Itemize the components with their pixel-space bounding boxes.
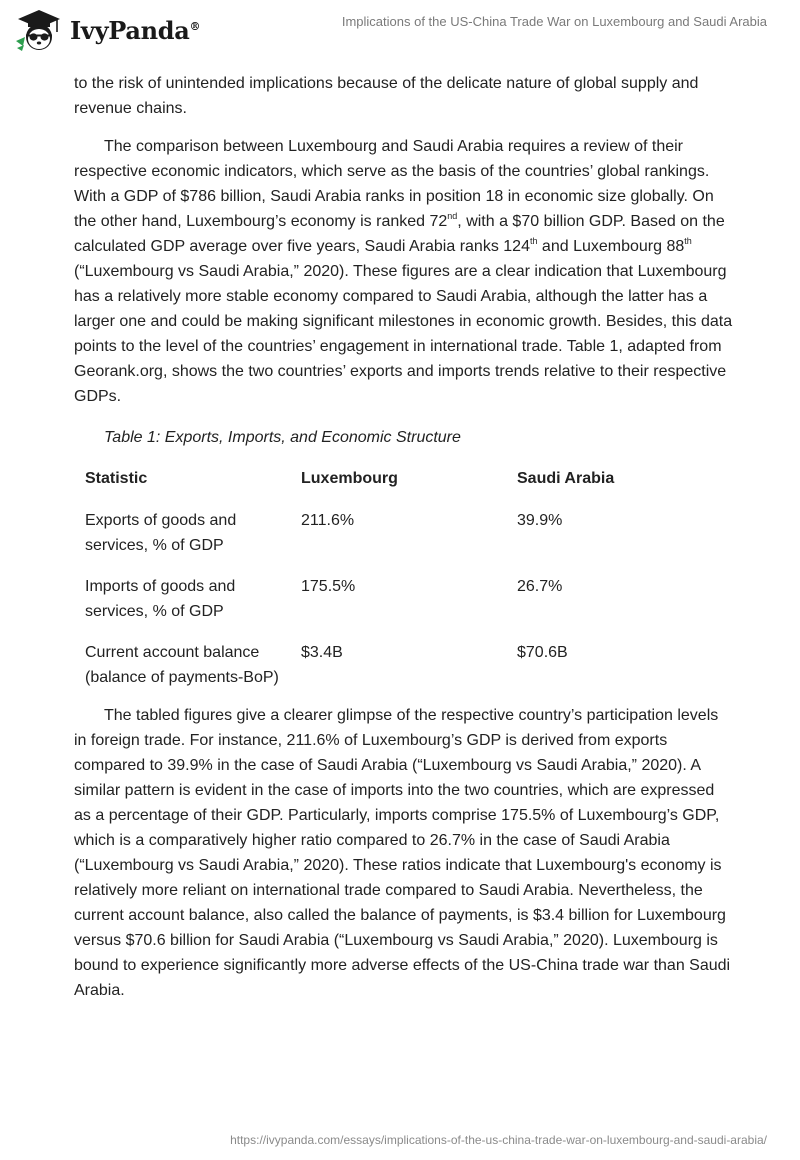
table-row: [74, 508, 734, 574]
source-url[interactable]: https://ivypanda.com/essays/implications-of-the-us-china-trade-war-on-luxembourg-and-saudi-arabia/: [230, 1133, 767, 1147]
cell-statistic: Imports of goods and services, % of GDP: [85, 578, 236, 620]
header-luxembourg: Luxembourg: [301, 470, 398, 487]
brand-name: IvyPanda®: [70, 15, 201, 45]
cell-statistic: Current account balance (balance of payments-BoP): [85, 644, 279, 686]
cell-statistic: Exports of goods and services, % of GDP: [85, 512, 237, 554]
table-row: [74, 574, 734, 640]
header-saudi-arabia: Saudi Arabia: [517, 470, 615, 487]
cell-saudi-arabia: $70.6B: [517, 644, 568, 661]
paragraph-comparison: The comparison between Luxembourg and Saudi Arabia requires a review of their respective economic indicators, which serve as the basis of the countries’ global rankings. With a GDP of $786 billion, Saudi Arabia ranks in position 18 in economic size globally. On the other hand, Luxembourg’s economy is ranked 72nd, with a $70 billion GDP. Based on the calculated GDP average over five years, Saudi Arabia ranks 124th and Luxembourg 88th (“Luxembourg vs Saudi Arabia,” 2020). These figures are a clear indication that Luxembourg has a relatively more stable economy compared to Saudi Arabia, although the latter has a larger one and could be making significant milestones in economic growth. Besides, this data points to the level of the countries’ engagement in international trade. Table 1, adapted from Georank.org, shows the two countries’ exports and imports trends relative to their respective GDPs.: [74, 138, 733, 405]
table-row: [74, 640, 734, 706]
cell-luxembourg: 175.5%: [301, 578, 356, 595]
cell-luxembourg: $3.4B: [301, 644, 343, 661]
brand-logo[interactable]: [14, 8, 200, 52]
essay-body: [74, 71, 734, 1003]
economic-structure-table: [74, 466, 734, 706]
cell-saudi-arabia: 26.7%: [517, 578, 563, 595]
table-header-row: [74, 466, 734, 508]
document-title: Implications of the US-China Trade War on Luxembourg and Saudi Arabia: [341, 14, 767, 29]
cell-saudi-arabia: 39.9%: [517, 512, 563, 529]
panda-graduate-icon: [14, 8, 64, 52]
header-statistic: Statistic: [85, 470, 148, 487]
cell-luxembourg: 211.6%: [301, 512, 355, 529]
page-header: [0, 0, 800, 60]
paragraph-analysis: The tabled figures give a clearer glimpse of the respective country’s participation levels in foreign trade. For instance, 211.6% of Luxembourg’s GDP is derived from exports compared to 39.9% in the case of Saudi Arabia (“Luxembourg vs Saudi Arabia,” 2020). A similar pattern is evident in the case of imports into the two countries, which are expressed as a percentage of their GDP. Particularly, imports comprise 175.5% of Luxembourg’s GDP, which is a comparatively higher ratio compared to 26.7% in the case of Saudi Arabia (“Luxembourg vs Saudi Arabia,” 2020). These ratios indicate that Luxembourg's economy is relatively more reliant on international trade compared to Saudi Arabia. Nevertheless, the current account balance, also called the balance of payments, is $3.4 billion for Luxembourg versus $70.6 billion for Saudi Arabia (“Luxembourg vs Saudi Arabia,” 2020). Luxembourg is bound to experience significantly more adverse effects of the US-China trade war than Saudi Arabia.: [74, 707, 731, 999]
table-caption: Table 1: Exports, Imports, and Economic Structure: [104, 429, 461, 446]
paragraph-continued: to the risk of unintended implications because of the delicate nature of global supply and revenue chains.: [74, 75, 699, 117]
